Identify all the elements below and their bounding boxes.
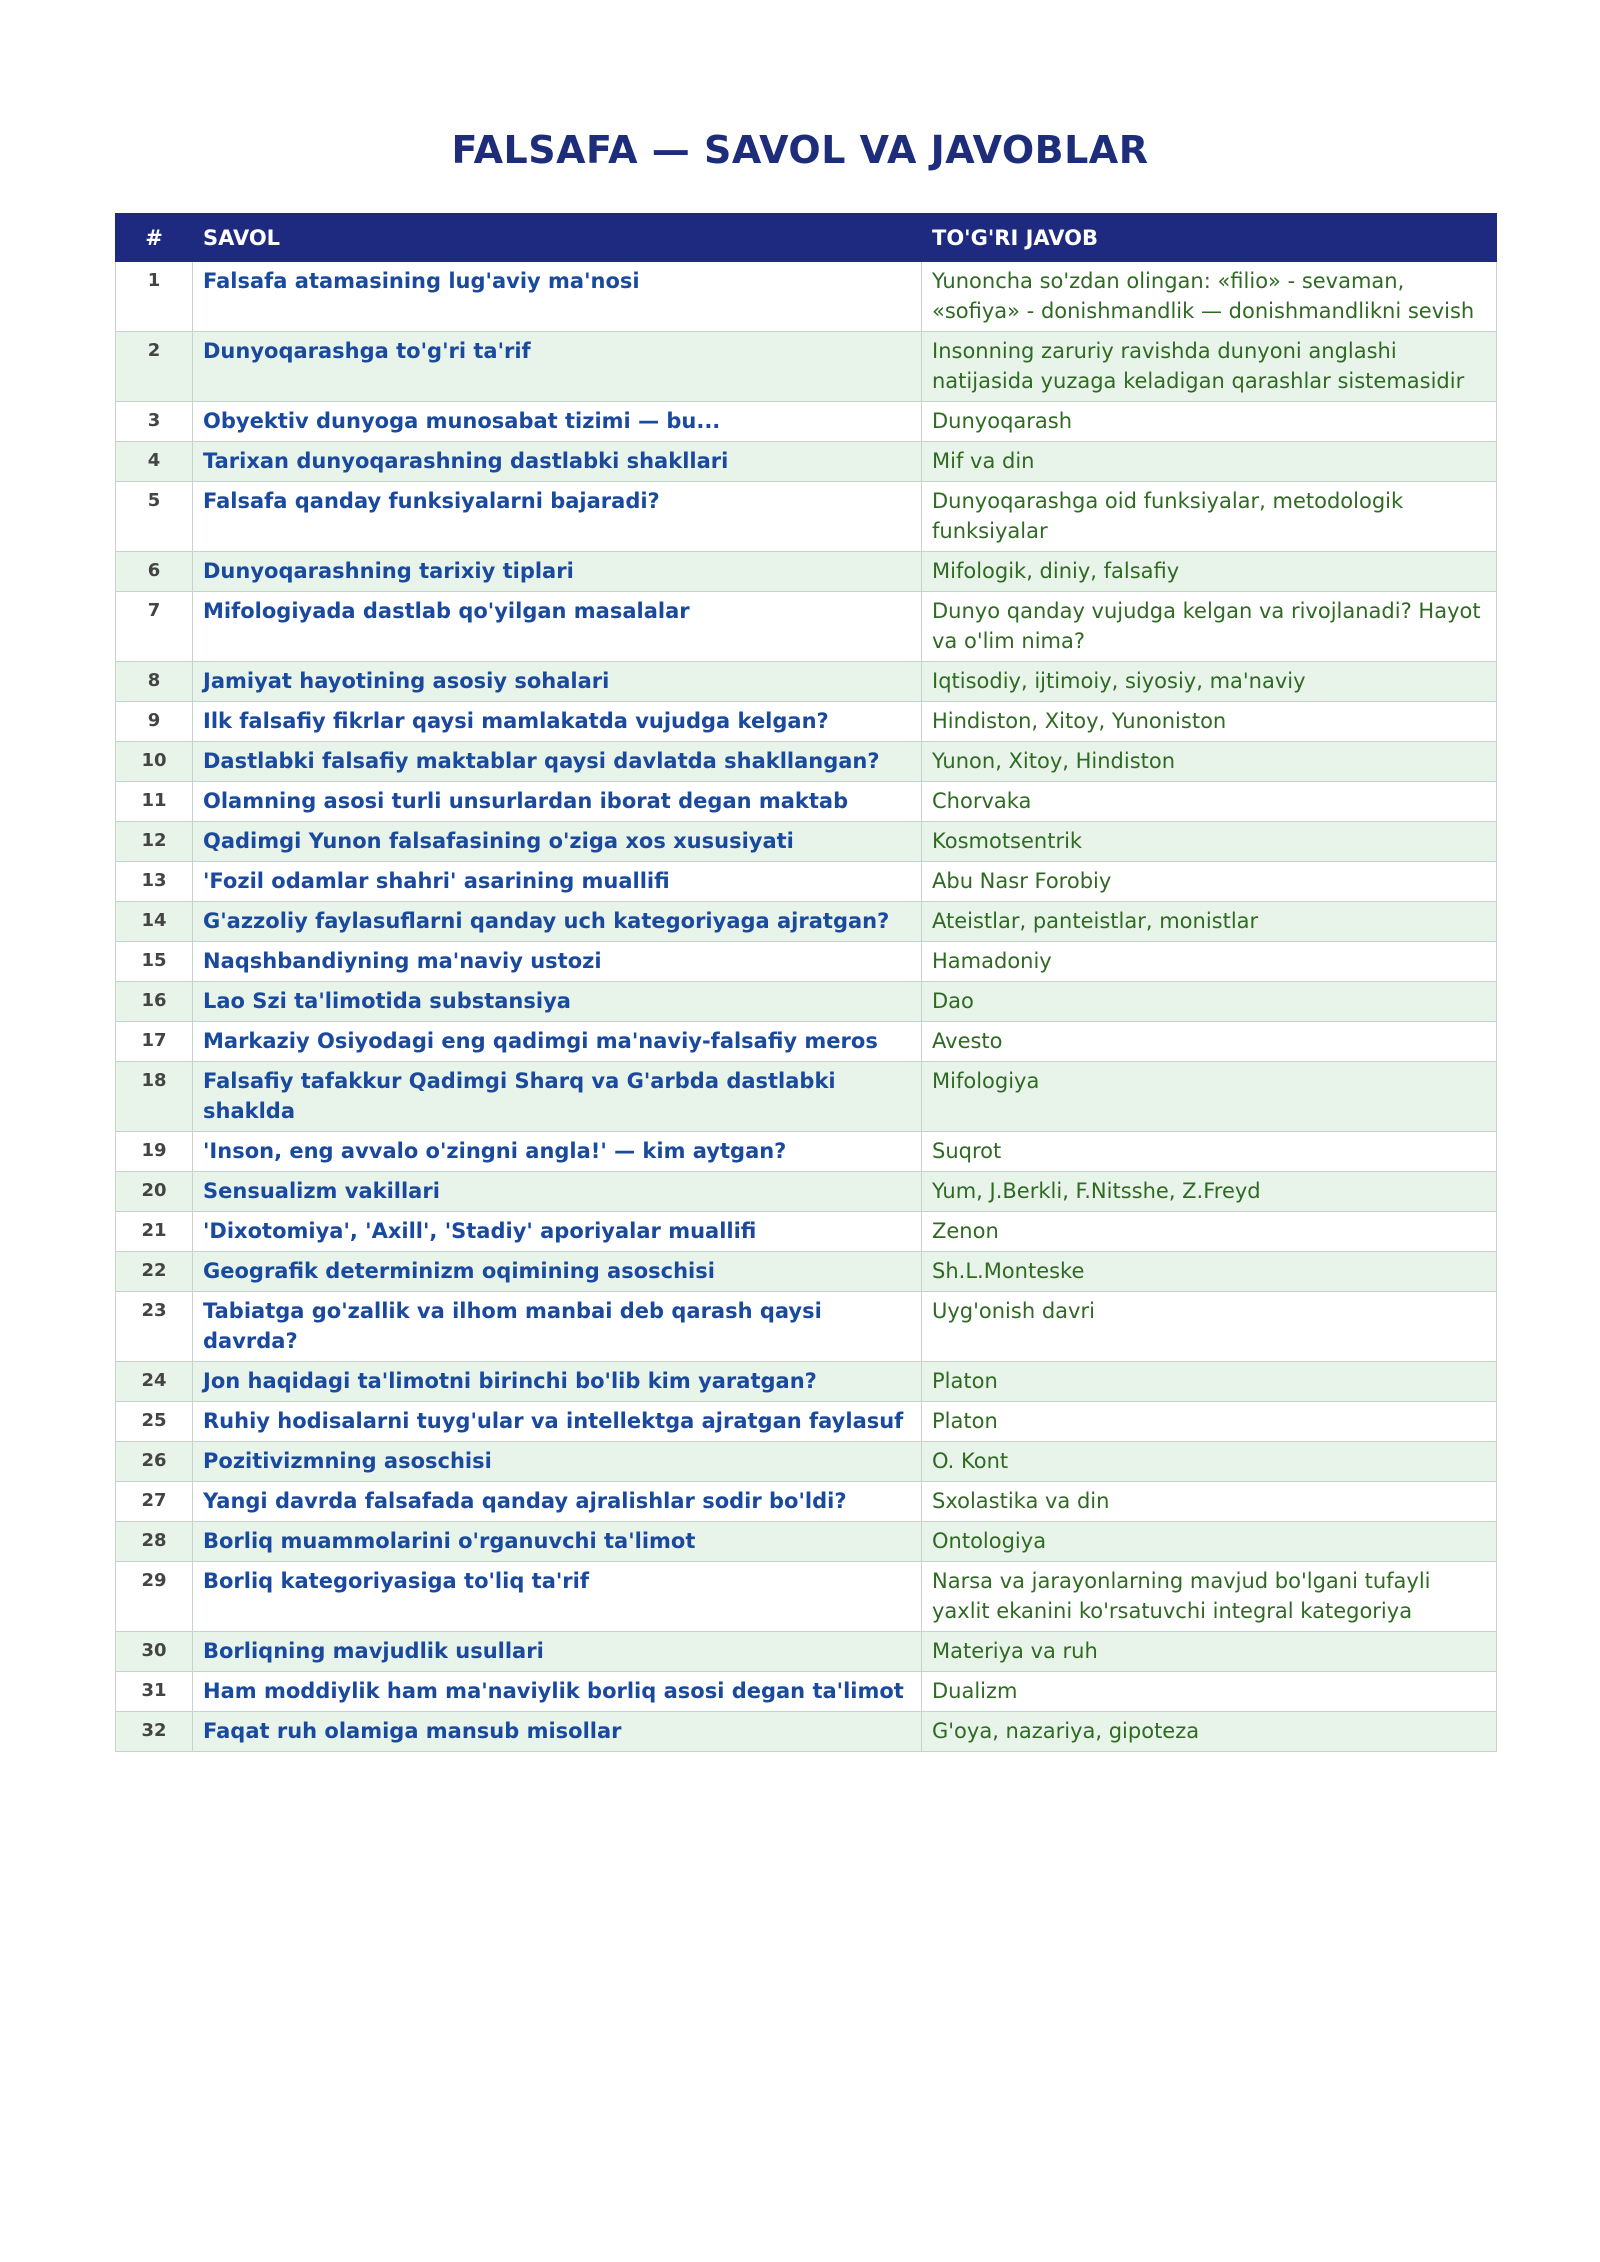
- table-row: [116, 1022, 1497, 1062]
- row-number: 12: [116, 822, 193, 862]
- row-number: 29: [116, 1562, 193, 1632]
- question-cell: Dastlabki falsafiy maktablar qaysi davlatda shakllangan?: [193, 742, 922, 782]
- question-cell: Ruhiy hodisalarni tuyg'ular va intellektga ajratgan faylasuf: [193, 1402, 922, 1442]
- question-cell: Obyektiv dunyoga munosabat tizimi — bu...: [193, 402, 922, 442]
- table-row: [116, 982, 1497, 1022]
- row-number: 22: [116, 1252, 193, 1292]
- row-number: 11: [116, 782, 193, 822]
- question-cell: Falsafiy tafakkur Qadimgi Sharq va G'arbda dastlabki shaklda: [193, 1062, 922, 1132]
- question-cell: Jon haqidagi ta'limotni birinchi bo'lib kim yaratgan?: [193, 1362, 922, 1402]
- header-answer: TO'G'RI JAVOB: [922, 214, 1497, 262]
- answer-cell: Hindiston, Xitoy, Yunoniston: [922, 702, 1497, 742]
- question-cell: Borliq kategoriyasiga to'liq ta'rif: [193, 1562, 922, 1632]
- answer-cell: Yum, J.Berkli, F.Nitsshe, Z.Freyd: [922, 1172, 1497, 1212]
- row-number: 6: [116, 552, 193, 592]
- table-row: [116, 442, 1497, 482]
- answer-cell: O. Kont: [922, 1442, 1497, 1482]
- question-cell: Falsafa qanday funksiyalarni bajaradi?: [193, 482, 922, 552]
- question-cell: Lao Szi ta'limotida substansiya: [193, 982, 922, 1022]
- question-cell: Tarixan dunyoqarashning dastlabki shakllari: [193, 442, 922, 482]
- answer-cell: Chorvaka: [922, 782, 1497, 822]
- table-row: [116, 262, 1497, 332]
- question-cell: Faqat ruh olamiga mansub misollar: [193, 1712, 922, 1752]
- row-number: 14: [116, 902, 193, 942]
- table-row: [116, 1252, 1497, 1292]
- answer-cell: Abu Nasr Forobiy: [922, 862, 1497, 902]
- answer-cell: Mif va din: [922, 442, 1497, 482]
- row-number: 26: [116, 1442, 193, 1482]
- answer-cell: G'oya, nazariya, gipoteza: [922, 1712, 1497, 1752]
- table-row: [116, 822, 1497, 862]
- answer-cell: Yunoncha so'zdan olingan: «filio» - sevaman, «sofiya» - donishmandlik — donishmandlikni sevish: [922, 262, 1497, 332]
- row-number: 3: [116, 402, 193, 442]
- question-cell: G'azzoliy faylasuflarni qanday uch kategoriyaga ajratgan?: [193, 902, 922, 942]
- answer-cell: Platon: [922, 1362, 1497, 1402]
- row-number: 32: [116, 1712, 193, 1752]
- table-row: [116, 482, 1497, 552]
- table-row: [116, 1522, 1497, 1562]
- table-row: [116, 902, 1497, 942]
- table-row: [116, 1062, 1497, 1132]
- answer-cell: Dunyoqarashga oid funksiyalar, metodologik funksiyalar: [922, 482, 1497, 552]
- header-question: SAVOL: [193, 214, 922, 262]
- table-row: [116, 782, 1497, 822]
- row-number: 15: [116, 942, 193, 982]
- header-row: [116, 214, 1497, 262]
- question-cell: Markaziy Osiyodagi eng qadimgi ma'naviy-falsafiy meros: [193, 1022, 922, 1062]
- question-cell: Mifologiyada dastlab qo'yilgan masalalar: [193, 592, 922, 662]
- row-number: 2: [116, 332, 193, 402]
- table-row: [116, 1632, 1497, 1672]
- answer-cell: Ateistlar, panteistlar, monistlar: [922, 902, 1497, 942]
- answer-cell: Narsa va jarayonlarning mavjud bo'lgani tufayli yaxlit ekanini ko'rsatuvchi integral kategoriya: [922, 1562, 1497, 1632]
- answer-cell: Zenon: [922, 1212, 1497, 1252]
- table-row: [116, 1712, 1497, 1752]
- answer-cell: Suqrot: [922, 1132, 1497, 1172]
- table-row: [116, 702, 1497, 742]
- row-number: 4: [116, 442, 193, 482]
- table-row: [116, 742, 1497, 782]
- question-cell: Tabiatga go'zallik va ilhom manbai deb qarash qaysi davrda?: [193, 1292, 922, 1362]
- answer-cell: Dualizm: [922, 1672, 1497, 1712]
- answer-cell: Hamadoniy: [922, 942, 1497, 982]
- table-row: [116, 402, 1497, 442]
- table-row: [116, 592, 1497, 662]
- row-number: 20: [116, 1172, 193, 1212]
- question-cell: Dunyoqarashning tarixiy tiplari: [193, 552, 922, 592]
- question-cell: Geografik determinizm oqimining asoschisi: [193, 1252, 922, 1292]
- answer-cell: Dunyoqarash: [922, 402, 1497, 442]
- answer-cell: Mifologik, diniy, falsafiy: [922, 552, 1497, 592]
- row-number: 10: [116, 742, 193, 782]
- question-cell: 'Inson, eng avvalo o'zingni angla!' — kim aytgan?: [193, 1132, 922, 1172]
- table-row: [116, 1132, 1497, 1172]
- table-row: [116, 662, 1497, 702]
- answer-cell: Uyg'onish davri: [922, 1292, 1497, 1362]
- table-row: [116, 1212, 1497, 1252]
- answer-cell: Ontologiya: [922, 1522, 1497, 1562]
- question-cell: Yangi davrda falsafada qanday ajralishlar sodir bo'ldi?: [193, 1482, 922, 1522]
- answer-cell: Iqtisodiy, ijtimoiy, siyosiy, ma'naviy: [922, 662, 1497, 702]
- table-row: [116, 1402, 1497, 1442]
- table-row: [116, 1172, 1497, 1212]
- row-number: 16: [116, 982, 193, 1022]
- row-number: 18: [116, 1062, 193, 1132]
- table-body: [116, 262, 1497, 1752]
- table-row: [116, 1482, 1497, 1522]
- row-number: 21: [116, 1212, 193, 1252]
- question-cell: Ilk falsafiy fikrlar qaysi mamlakatda vujudga kelgan?: [193, 702, 922, 742]
- question-cell: Borliq muammolarini o'rganuvchi ta'limot: [193, 1522, 922, 1562]
- answer-cell: Mifologiya: [922, 1062, 1497, 1132]
- question-cell: Jamiyat hayotining asosiy sohalari: [193, 662, 922, 702]
- header-num: #: [116, 214, 193, 262]
- row-number: 24: [116, 1362, 193, 1402]
- question-cell: Qadimgi Yunon falsafasining o'ziga xos xususiyati: [193, 822, 922, 862]
- table-row: [116, 942, 1497, 982]
- row-number: 19: [116, 1132, 193, 1172]
- answer-cell: Dao: [922, 982, 1497, 1022]
- row-number: 8: [116, 662, 193, 702]
- question-cell: Naqshbandiyning ma'naviy ustozi: [193, 942, 922, 982]
- question-cell: Sensualizm vakillari: [193, 1172, 922, 1212]
- question-cell: Ham moddiylik ham ma'naviylik borliq asosi degan ta'limot: [193, 1672, 922, 1712]
- question-cell: Dunyoqarashga to'g'ri ta'rif: [193, 332, 922, 402]
- answer-cell: Dunyo qanday vujudga kelgan va rivojlanadi? Hayot va o'lim nima?: [922, 592, 1497, 662]
- row-number: 7: [116, 592, 193, 662]
- answer-cell: Kosmotsentrik: [922, 822, 1497, 862]
- row-number: 28: [116, 1522, 193, 1562]
- answer-cell: Sxolastika va din: [922, 1482, 1497, 1522]
- table-row: [116, 332, 1497, 402]
- row-number: 23: [116, 1292, 193, 1362]
- table-row: [116, 552, 1497, 592]
- row-number: 30: [116, 1632, 193, 1672]
- table-row: [116, 1672, 1497, 1712]
- question-cell: 'Fozil odamlar shahri' asarining muallifi: [193, 862, 922, 902]
- qa-table: [115, 213, 1497, 1752]
- answer-cell: Insonning zaruriy ravishda dunyoni anglashi natijasida yuzaga keladigan qarashlar sistemasidir: [922, 332, 1497, 402]
- question-cell: Olamning asosi turli unsurlardan iborat degan maktab: [193, 782, 922, 822]
- row-number: 27: [116, 1482, 193, 1522]
- row-number: 5: [116, 482, 193, 552]
- question-cell: 'Dixotomiya', 'Axill', 'Stadiy' aporiyalar muallifi: [193, 1212, 922, 1252]
- row-number: 1: [116, 262, 193, 332]
- question-cell: Pozitivizmning asoschisi: [193, 1442, 922, 1482]
- question-cell: Borliqning mavjudlik usullari: [193, 1632, 922, 1672]
- table-row: [116, 1292, 1497, 1362]
- table-row: [116, 1362, 1497, 1402]
- table-row: [116, 862, 1497, 902]
- answer-cell: Materiya va ruh: [922, 1632, 1497, 1672]
- row-number: 25: [116, 1402, 193, 1442]
- table-row: [116, 1562, 1497, 1632]
- row-number: 9: [116, 702, 193, 742]
- answer-cell: Sh.L.Monteske: [922, 1252, 1497, 1292]
- answer-cell: Platon: [922, 1402, 1497, 1442]
- row-number: 31: [116, 1672, 193, 1712]
- document-title: FALSAFA — SAVOL VA JAVOBLAR: [451, 128, 1149, 172]
- row-number: 13: [116, 862, 193, 902]
- table-row: [116, 1442, 1497, 1482]
- answer-cell: Yunon, Xitoy, Hindiston: [922, 742, 1497, 782]
- question-cell: Falsafa atamasining lug'aviy ma'nosi: [193, 262, 922, 332]
- row-number: 17: [116, 1022, 193, 1062]
- answer-cell: Avesto: [922, 1022, 1497, 1062]
- table-header: [116, 214, 1497, 262]
